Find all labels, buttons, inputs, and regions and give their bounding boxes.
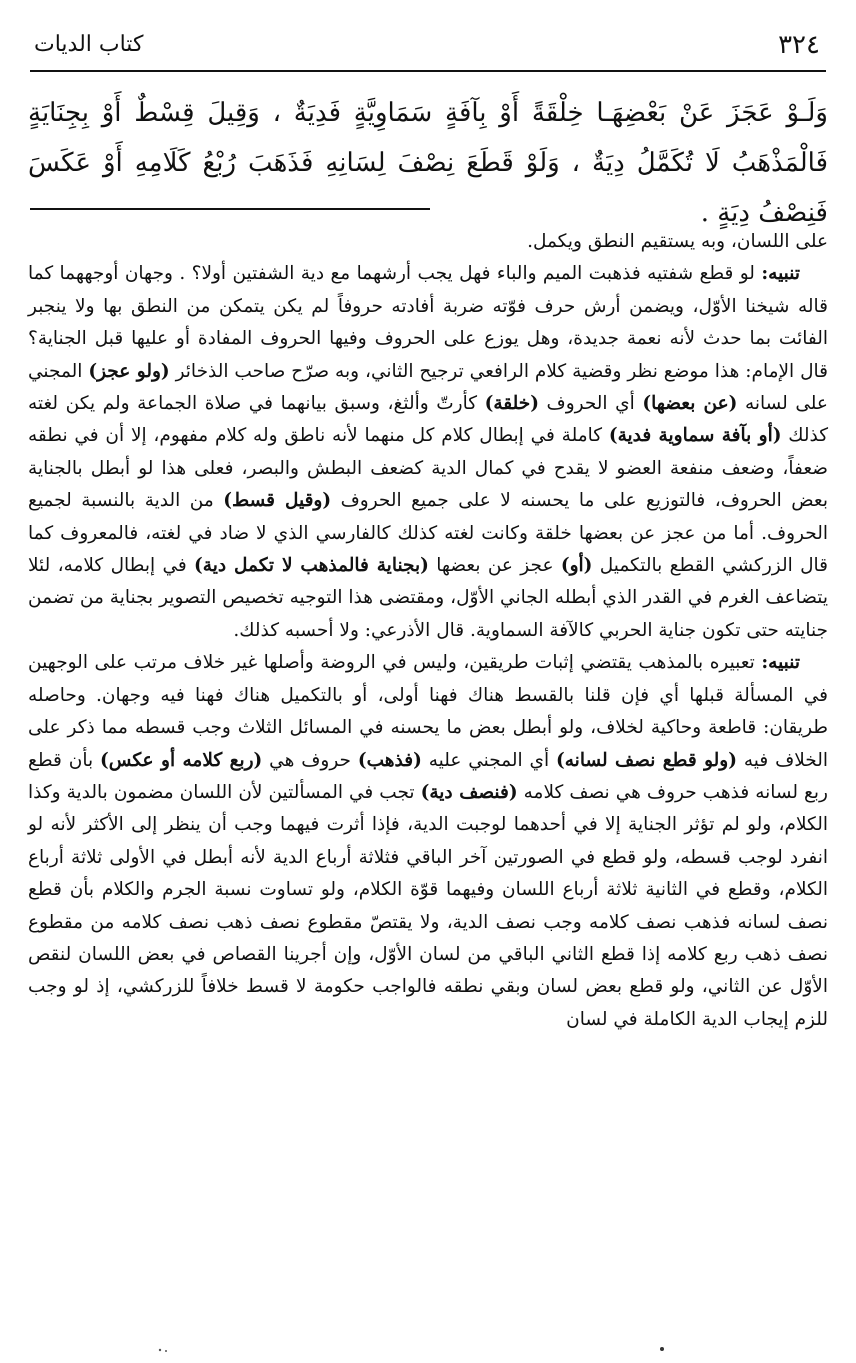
text-run: كاملة في إبطال كلام كل منهما لأنه ناطق وله كلام مفهوم، إلا أن في نطقه ضعفاً، وضعف منفعة العضو لا يقدح في كمال الدية كضعف البطش والبصر، فعلى هذا لو أبطل بالجناية بعض الحروف، فالتوزيع على ما يحسنه لا على جميع الحروف (28, 425, 828, 512)
commentary-paragraph-2 (28, 258, 828, 647)
scan-speck (660, 1347, 664, 1351)
text-run: تعبيره بالمذهب يقتضي إثبات طريقين، وليس في الروضة وأصلها غير خلاف مرتب على الوجهين في المسألة قبلها أي فإن قلنا بالقسط هناك فهنا أولى، أو بالتكميل هناك فهنا فيه وجهان. وحاصله طريقان: قاطعة وحاكية لخلاف، ولو أبطل بعض ما يحسنه في المسائل الثلاث وجب قسطه مما ذكر على الخلاف فيه (28, 652, 828, 771)
matn-quote: (عن بعضها) (642, 393, 738, 415)
note-label: تنبيه: (761, 652, 800, 674)
scan-speck (165, 1350, 167, 1352)
text-run: من الدية بالنسبة لجميع الحروف. أما من عجز عن بعضها خلقة وكانت لغته كذلك كالفارسي الذي لا ضاد في لغته، فالمعروف كما قال الزركشي القطع بالتكميل (28, 490, 828, 577)
text-run: أي الحروف (538, 393, 643, 415)
commentary-paragraph-1: على اللسان، وبه يستقيم النطق ويكمل. (527, 231, 828, 252)
matn-quote: (أو) (560, 555, 593, 577)
text-run: حروف هي (262, 749, 358, 771)
matn-divider (30, 208, 430, 210)
page-number: ٣٢٤ (778, 30, 820, 60)
commentary-block (28, 226, 828, 1036)
matn-quote: (أو بآفة سماوية فدية) (608, 425, 782, 447)
text-run: في إبطال كلامه، لئلا يتضاعف الغرم في القدر الذي أبطله الجاني الأوّل، ومقتضى هذا التوجيه تخصيص التصوير بجناية من تضمن جنايته حتى تكون جناية الحربي كالآفة السماوية. قال الأذرعي: ولا أحسبه كذلك. (28, 555, 828, 641)
matn-quote: (فنصف دية) (420, 781, 518, 803)
header-divider (30, 70, 826, 72)
text-run: تجب في المسألتين لأن اللسان مضمون بالدية وكذا الكلام، ولو لم تؤثر الجناية إلا في أحدهما لوجبت الدية، فإذا أثرت فيهما وجب أن ينظر إلى الأكثر لأنه لو انفرد لوجب قسطه، ولو قطع في الصورتين آخر الباقي فثلاثة أرباع الدية لأنه أبطل في الأولى ثلاثة أرباع الكلام، وقطع في الثانية ثلاثة أرباع اللسان وفيهما قوّة الكلام، ولو تساوت نسبة الجرم والكلام بأن قطع نصف لسانه فذهب نصف كلامه وجب نصف الدية، ولا يقتصّ مقطوع نصف ذهب نصف كلامه من مقطوع نصف ذهب ربع كلامه إذا قطع الثاني الباقي من لسان الأوّل، وإن أجرينا القصاص في بعض اللسان لنقص الأوّل عن الثاني، ولو قطع بعض لسان وبقي نطقه فالواجب حكومة لا قسط خلافاً للزركشي، إذ لو وجب للزم إيجاب الدية الكاملة في لسان (28, 781, 828, 1030)
commentary-paragraph-3 (28, 647, 828, 1036)
scan-speck (159, 1349, 161, 1351)
scan-noise (0, 1345, 856, 1355)
text-run: لو قطع شفتيه فذهبت الميم والباء فهل يجب أرشهما مع دية الشفتين أولا؟ . وجهان أوجههما كما قاله شيخنا الأوّل، ويضمن أرش حرف فوّته ضربة أفادته حروفاً لم يكن يتمكن من النطق بها ولا ينجبر الفائت بما حدث لأنه نعمة جديدة، وهل يوزع على الحروف وفيها الحروف المفادة أو عليها قبل الجناية؟ قال الإمام: هذا موضع نظر وقضية كلام الرافعي ترجيح الثاني، وبه صرّح صاحب الذخائر (28, 263, 829, 382)
text-run: عجز عن بعضها (428, 555, 561, 577)
matn-quote: (ولو عجز) (88, 360, 170, 382)
matn-quote: (فذهب) (357, 749, 422, 771)
matn-text-block (28, 88, 828, 238)
note-label: تنبيه: (761, 263, 800, 285)
text-run: كأرتّ وألثغ، وسبق بيانهما في صلاة الجماعة ولم يكن لغته كذلك (28, 393, 828, 447)
matn-quote: (خلقة) (484, 393, 539, 415)
matn-quote: (ربع كلامه أو عكس) (99, 749, 263, 771)
running-title: كتاب الديات (34, 32, 144, 57)
matn-quote: (وقيل قسط) (223, 490, 332, 512)
matn-quote: (بجناية فالمذهب لا تكمل دية) (194, 555, 429, 577)
matn-quote: (ولو قطع نصف لسانه) (556, 749, 737, 771)
matn-paragraph: وَلَـوْ عَجَزَ عَنْ بَعْضِهَـا خِلْقَةً أَوْ بِآفَةٍ سَمَاوِيَّةٍ فَدِيَةٌ ، وَقِيلَ قِسْطٌ أَوْ بِجِنَايَةٍ فَالْمَذْهَبُ لَا تُكَمَّلُ دِيَةٌ ، وَلَوْ قَطَعَ نِصْفَ لِسَانِهِ فَذَهَبَ رُبْعُ كَلَامِهِ أَوْ عَكَسَ فَنِصْفُ دِيَةٍ . (28, 98, 828, 228)
text-run: أي المجني عليه (421, 749, 556, 771)
page-header (30, 26, 826, 66)
text-run: المجني على لسانه (28, 360, 828, 415)
text-run: بأن قطع ربع لسانه فذهب حروف هي نصف كلامه (28, 749, 828, 803)
